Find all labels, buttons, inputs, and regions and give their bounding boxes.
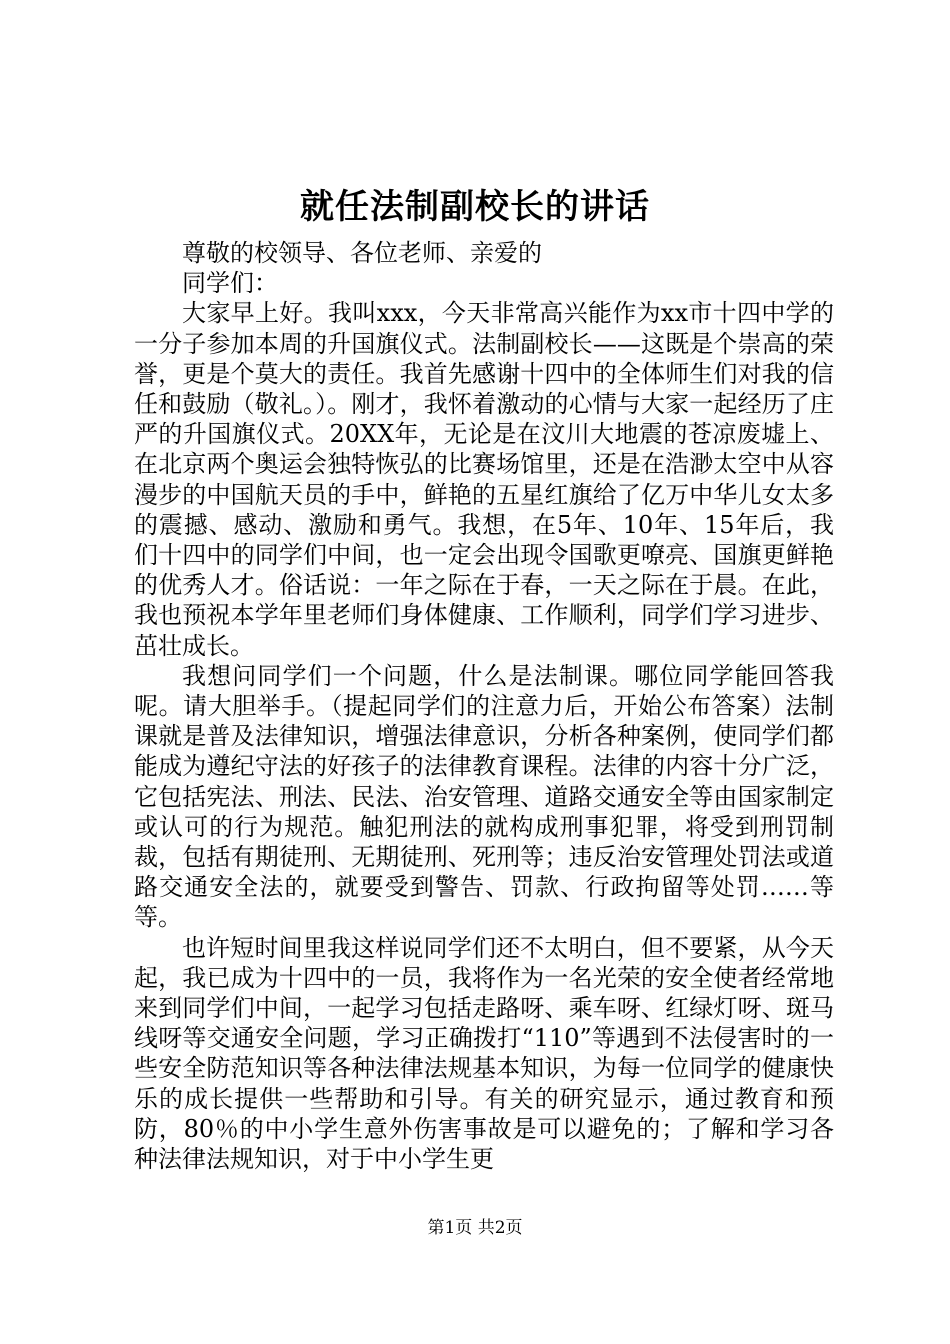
salutation-line-2: 同学们： <box>182 269 278 298</box>
paragraph: 也许短时间里我这样说同学们还不太明白，但不要紧，从今天起，我已成为十四中的一员，我将作为一名光荣的安全使者经常地来到同学们中间，一起学习包括走路呀、乘车呀、红绿灯呀、斑马线呀等交通安全问题，学习正确拨打“110”等遇到不法侵害时的一些安全防范知识等各种法律法规基本知识，为每一位同学的健康快乐的成长提供一些帮助和引导。有关的研究显示，通过教育和预防，80％的中小学生意外伤害事故是可以避免的；了解和学习各种法律法规知识，对于中小学生更 <box>134 933 834 1174</box>
page-footer: 第1页 共2页 <box>427 1218 523 1238</box>
paragraph: 大家早上好。我叫xxx，今天非常高兴能作为xx市十四中学的一分子参加本周的升国旗仪式。法制副校长——这既是个崇高的荣誉，更是个莫大的责任。我首先感谢十四中的全体师生们对我的信任和鼓励（敬礼。）。刚才，我怀着激动的心情与大家一起经历了庄严的升国旗仪式。20XX年，无论是在汶川大地震的苍凉废墟上、在北京两个奥运会独特恢弘的比赛场馆里，还是在浩渺太空中从容漫步的中国航天员的手中，鲜艳的五星红旗给了亿万中华儿女太多的震撼、感动、激励和勇气。我想，在5年、10年、15年后，我们十四中的同学们中间，也一定会出现令国歌更嘹亮、国旗更鲜艳的优秀人才。俗话说：一年之际在于春，一天之际在于晨。在此，我也预祝本学年里老师们身体健康、工作顺利，同学们学习进步、茁壮成长。 <box>134 299 834 660</box>
document-title: 就任法制副校长的讲话 <box>300 187 650 227</box>
paragraph: 我想问同学们一个问题，什么是法制课。哪位同学能回答我呢。请大胆举手。（提起同学们的注意力后，开始公布答案）法制课就是普及法律知识，增强法律意识，分析各种案例，使同学们都能成为遵纪守法的好孩子的法律教育课程。法律的内容十分广泛，它包括宪法、刑法、民法、治安管理、道路交通安全等由国家制定或认可的行为规范。触犯刑法的就构成刑事犯罪，将受到刑罚制裁，包括有期徒刑、无期徒刑、死刑等；违反治安管理处罚法或道路交通安全法的，就要受到警告、罚款、行政拘留等处罚……等等。 <box>134 661 834 932</box>
document-body <box>134 238 834 1174</box>
salutation-line-1: 尊敬的校领导、各位老师、亲爱的 <box>182 239 542 267</box>
